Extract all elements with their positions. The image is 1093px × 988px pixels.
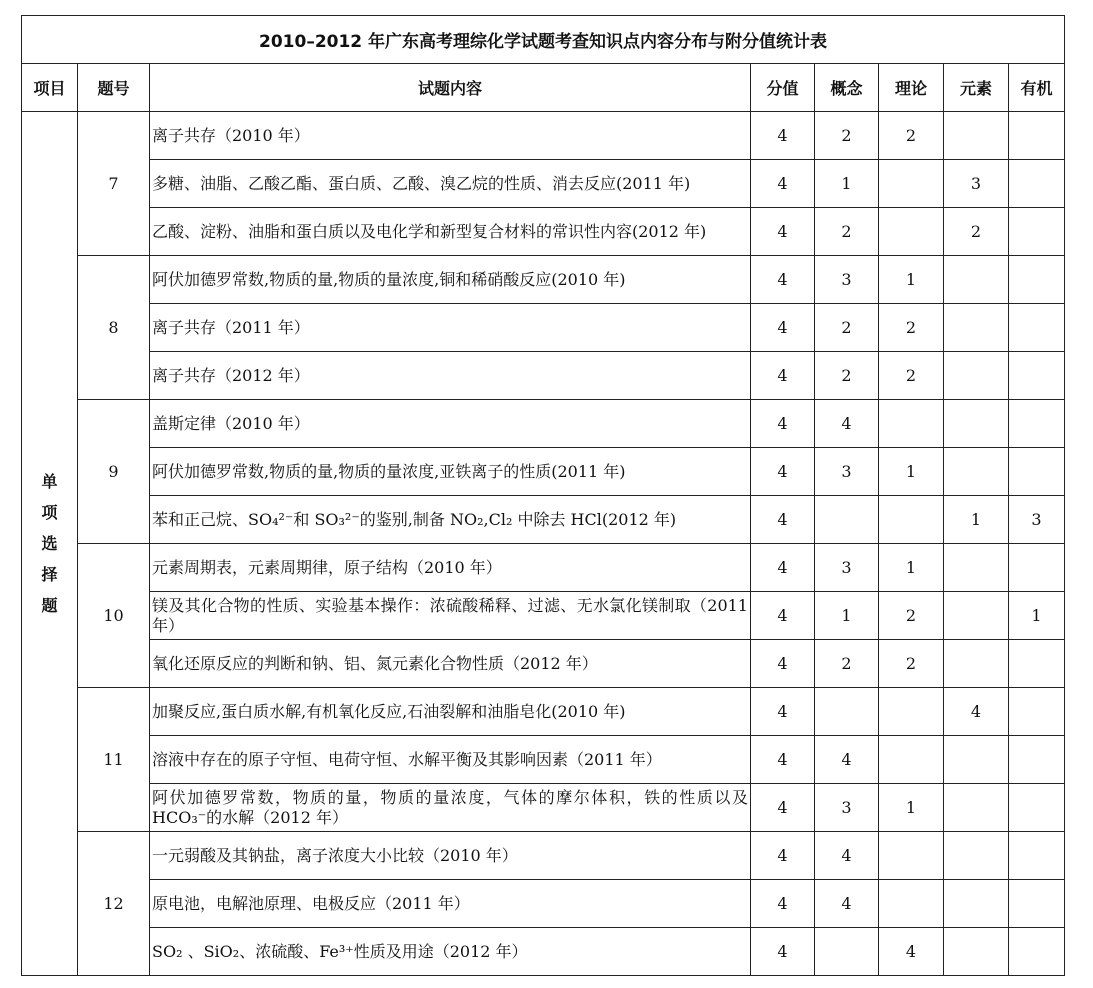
score-cell: 4	[751, 544, 815, 592]
element-cell	[944, 544, 1009, 592]
theory-cell	[879, 496, 944, 544]
question-number-cell: 9	[78, 400, 150, 544]
theory-cell	[879, 736, 944, 784]
score-cell: 4	[751, 112, 815, 160]
content-cell: 阿伏加德罗常数,物质的量,物质的量浓度,亚铁离子的性质(2011 年)	[150, 448, 751, 496]
element-cell	[944, 352, 1009, 400]
concept-cell: 2	[815, 208, 879, 256]
organic-cell	[1009, 688, 1065, 736]
score-cell: 4	[751, 592, 815, 640]
content-cell: 离子共存（2010 年）	[150, 112, 751, 160]
score-cell: 4	[751, 736, 815, 784]
table-row	[22, 688, 1065, 736]
element-cell	[944, 400, 1009, 448]
concept-cell: 3	[815, 784, 879, 832]
content-cell: 镁及其化合物的性质、实验基本操作：浓硫酸稀释、过滤、无水氯化镁制取（2011 年）	[150, 592, 751, 640]
content-cell: 阿伏加德罗常数，物质的量，物质的量浓度，气体的摩尔体积，铁的性质以及 HCO₃⁻的水解（2012 年）	[150, 784, 751, 832]
score-cell: 4	[751, 256, 815, 304]
organic-cell: 1	[1009, 592, 1065, 640]
table-row	[22, 160, 1065, 208]
question-number-cell: 7	[78, 112, 150, 256]
organic-cell	[1009, 400, 1065, 448]
theory-cell: 1	[879, 784, 944, 832]
table-row	[22, 256, 1065, 304]
content-cell: 多糖、油脂、乙酸乙酯、蛋白质、乙酸、溴乙烷的性质、消去反应(2011 年)	[150, 160, 751, 208]
element-cell	[944, 448, 1009, 496]
score-cell: 4	[751, 208, 815, 256]
question-number-cell: 12	[78, 832, 150, 976]
table-row	[22, 352, 1065, 400]
content-cell: 氧化还原反应的判断和钠、铝、氮元素化合物性质（2012 年）	[150, 640, 751, 688]
header-score: 分值	[751, 64, 815, 112]
concept-cell: 4	[815, 736, 879, 784]
element-cell	[944, 928, 1009, 976]
organic-cell	[1009, 112, 1065, 160]
content-cell: 离子共存（2012 年）	[150, 352, 751, 400]
organic-cell	[1009, 208, 1065, 256]
theory-cell: 1	[879, 544, 944, 592]
content-cell: 原电池，电解池原理、电极反应（2011 年）	[150, 880, 751, 928]
concept-cell	[815, 496, 879, 544]
concept-cell: 3	[815, 544, 879, 592]
concept-cell: 2	[815, 112, 879, 160]
header-item: 项目	[22, 64, 78, 112]
theory-cell	[879, 880, 944, 928]
table-row	[22, 928, 1065, 976]
element-cell	[944, 304, 1009, 352]
theory-cell: 2	[879, 304, 944, 352]
organic-cell	[1009, 640, 1065, 688]
question-number-cell: 10	[78, 544, 150, 688]
table-row	[22, 208, 1065, 256]
score-cell: 4	[751, 448, 815, 496]
theory-cell: 4	[879, 928, 944, 976]
organic-cell	[1009, 832, 1065, 880]
table-row	[22, 880, 1065, 928]
score-cell: 4	[751, 928, 815, 976]
header-row	[22, 64, 1065, 112]
header-question-number: 题号	[78, 64, 150, 112]
concept-cell: 4	[815, 880, 879, 928]
element-cell	[944, 832, 1009, 880]
content-cell: 乙酸、淀粉、油脂和蛋白质以及电化学和新型复合材料的常识性内容(2012 年)	[150, 208, 751, 256]
element-cell: 1	[944, 496, 1009, 544]
score-cell: 4	[751, 352, 815, 400]
element-cell: 2	[944, 208, 1009, 256]
concept-cell	[815, 688, 879, 736]
element-cell: 4	[944, 688, 1009, 736]
organic-cell	[1009, 352, 1065, 400]
content-cell: 阿伏加德罗常数,物质的量,物质的量浓度,铜和稀硝酸反应(2010 年)	[150, 256, 751, 304]
content-cell: 苯和正己烷、SO₄²⁻和 SO₃²⁻的鉴别,制备 NO₂,Cl₂ 中除去 HCl(2012 年)	[150, 496, 751, 544]
theory-cell: 2	[879, 352, 944, 400]
organic-cell	[1009, 784, 1065, 832]
organic-cell: 3	[1009, 496, 1065, 544]
concept-cell: 2	[815, 352, 879, 400]
table-row	[22, 304, 1065, 352]
theory-cell: 1	[879, 256, 944, 304]
table-row	[22, 400, 1065, 448]
concept-cell: 2	[815, 304, 879, 352]
content-cell: 溶液中存在的原子守恒、电荷守恒、水解平衡及其影响因素（2011 年）	[150, 736, 751, 784]
score-cell: 4	[751, 160, 815, 208]
score-cell: 4	[751, 784, 815, 832]
concept-cell: 3	[815, 256, 879, 304]
concept-cell: 1	[815, 592, 879, 640]
organic-cell	[1009, 448, 1065, 496]
question-number-cell: 8	[78, 256, 150, 400]
content-cell: 一元弱酸及其钠盐，离子浓度大小比较（2010 年）	[150, 832, 751, 880]
theory-cell	[879, 832, 944, 880]
score-cell: 4	[751, 400, 815, 448]
element-cell	[944, 592, 1009, 640]
content-cell: SO₂ 、SiO₂、浓硫酸、Fe³⁺性质及用途（2012 年）	[150, 928, 751, 976]
element-cell	[944, 880, 1009, 928]
header-element: 元素	[944, 64, 1009, 112]
content-cell: 加聚反应,蛋白质水解,有机氧化反应,石油裂解和油脂皂化(2010 年)	[150, 688, 751, 736]
score-cell: 4	[751, 880, 815, 928]
element-cell: 3	[944, 160, 1009, 208]
organic-cell	[1009, 928, 1065, 976]
score-cell: 4	[751, 640, 815, 688]
header-content: 试题内容	[150, 64, 751, 112]
theory-cell	[879, 160, 944, 208]
knowledge-point-table	[21, 15, 1065, 976]
organic-cell	[1009, 160, 1065, 208]
table-row	[22, 544, 1065, 592]
element-cell	[944, 736, 1009, 784]
table-row	[22, 448, 1065, 496]
organic-cell	[1009, 544, 1065, 592]
theory-cell	[879, 208, 944, 256]
header-organic: 有机	[1009, 64, 1065, 112]
organic-cell	[1009, 304, 1065, 352]
concept-cell: 1	[815, 160, 879, 208]
organic-cell	[1009, 736, 1065, 784]
element-cell	[944, 256, 1009, 304]
concept-cell	[815, 928, 879, 976]
element-cell	[944, 784, 1009, 832]
organic-cell	[1009, 256, 1065, 304]
question-number-cell: 11	[78, 688, 150, 832]
table-row	[22, 832, 1065, 880]
concept-cell: 2	[815, 640, 879, 688]
table-row	[22, 784, 1065, 832]
score-cell: 4	[751, 304, 815, 352]
concept-cell: 4	[815, 400, 879, 448]
header-theory: 理论	[879, 64, 944, 112]
table-row	[22, 112, 1065, 160]
table-row	[22, 496, 1065, 544]
table-row	[22, 640, 1065, 688]
category-label: 单项选择题	[41, 472, 58, 615]
category-cell	[22, 112, 78, 976]
content-cell: 元素周期表，元素周期律，原子结构（2010 年）	[150, 544, 751, 592]
content-cell: 盖斯定律（2010 年）	[150, 400, 751, 448]
theory-cell	[879, 400, 944, 448]
table-title: 2010–2012 年广东高考理综化学试题考查知识点内容分布与附分值统计表	[22, 16, 1065, 64]
theory-cell: 2	[879, 592, 944, 640]
element-cell	[944, 640, 1009, 688]
table-row	[22, 592, 1065, 640]
header-concept: 概念	[815, 64, 879, 112]
organic-cell	[1009, 880, 1065, 928]
content-cell: 离子共存（2011 年）	[150, 304, 751, 352]
concept-cell: 4	[815, 832, 879, 880]
theory-cell	[879, 688, 944, 736]
theory-cell: 2	[879, 640, 944, 688]
score-cell: 4	[751, 688, 815, 736]
theory-cell: 2	[879, 112, 944, 160]
concept-cell: 3	[815, 448, 879, 496]
table-row	[22, 736, 1065, 784]
theory-cell: 1	[879, 448, 944, 496]
score-cell: 4	[751, 832, 815, 880]
element-cell	[944, 112, 1009, 160]
score-cell: 4	[751, 496, 815, 544]
